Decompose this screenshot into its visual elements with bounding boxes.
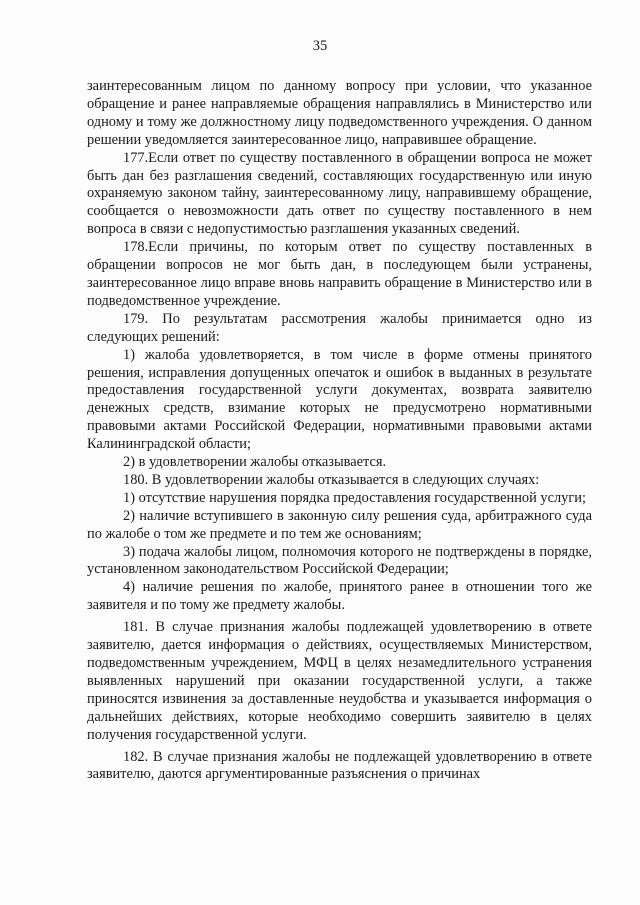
list-item-180-1: 1) отсутствие нарушения порядка предоставления государственной услуги; xyxy=(123,489,586,506)
list-item-180-4: 4) наличие решения по жалобе, принятого ранее в отношении того же заявителя и по тому же предмету жалобы. xyxy=(87,579,592,614)
paragraph-177: 177.Если ответ по существу поставленного в обращении вопроса не может быть дан без разглашения сведений, составляющих государственную или иную охраняемую законом тайну, заинтересованному лицу, направившему обращение, сообщается о невозможности дать ответ по существу поставленного в нем вопроса в связи с недопустимостью разглашения указанных сведений. xyxy=(87,149,592,238)
list-item-179-2: 2) в удовлетворении жалобы отказывается. xyxy=(123,454,387,471)
list-item-180-3: 3) подача жалобы лицом, полномочия которого не подтверждены в порядке, установленном законодательством Российской Федерации; xyxy=(87,543,592,578)
paragraph-181: 181. В случае признания жалобы подлежащей удовлетворению в ответе заявителю, дается информация о действиях, осуществляемых Министерством, подведомственным учреждением, МФЦ в целях незамедлительного устранения выявленных нарушений при оказании государственной услуги, а также приносятся извинения за доставленные неудобства и указывается информация о дальнейших действиях, которые необходимо совершить заявителю в целях получения государственной услуги. xyxy=(87,619,592,743)
paragraph-179: 179. По результатам рассмотрения жалобы принимается одно из следующих решений: xyxy=(87,310,592,345)
paragraph-continuation: заинтересованным лицом по данному вопросу при условии, что указанное обращение и ранее направляемые обращения направлялись в Министерство или одному и тому же должностному лицу подведомственного учреждения. О данном решении уведомляется заинтересованное лицо, направившее обращение. xyxy=(87,78,592,148)
page-number: 35 xyxy=(312,38,328,54)
list-item-180-2: 2) наличие вступившего в законную силу решения суда, арбитражного суда по жалобе о том же предмете и по тем же основаниям; xyxy=(87,507,592,542)
list-item-179-1: 1) жалоба удовлетворяется, в том числе в форме отмены принятого решения, исправления допущенных опечаток и ошибок в выданных в результате предоставления государственной услуги документах, возврата заявителю денежных средств, взимание которых не предусмотрено нормативными правовыми актами Российской Федерации, нормативными правовыми актами Калининградской области; xyxy=(87,346,592,453)
paragraph-180: 180. В удовлетворении жалобы отказывается в следующих случаях: xyxy=(123,471,540,488)
paragraph-182: 182. В случае признания жалобы не подлежащей удовлетворению в ответе заявителю, даются аргументированные разъяснения о причинах xyxy=(87,748,592,783)
document-body xyxy=(87,78,592,784)
paragraph-178: 178.Если причины, по которым ответ по существу поставленных в обращении вопросов не мог быть дан, в последующем были устранены, заинтересованное лицо вправе вновь направить обращение в Министерство или в подведомственное учреждение. xyxy=(87,239,592,309)
